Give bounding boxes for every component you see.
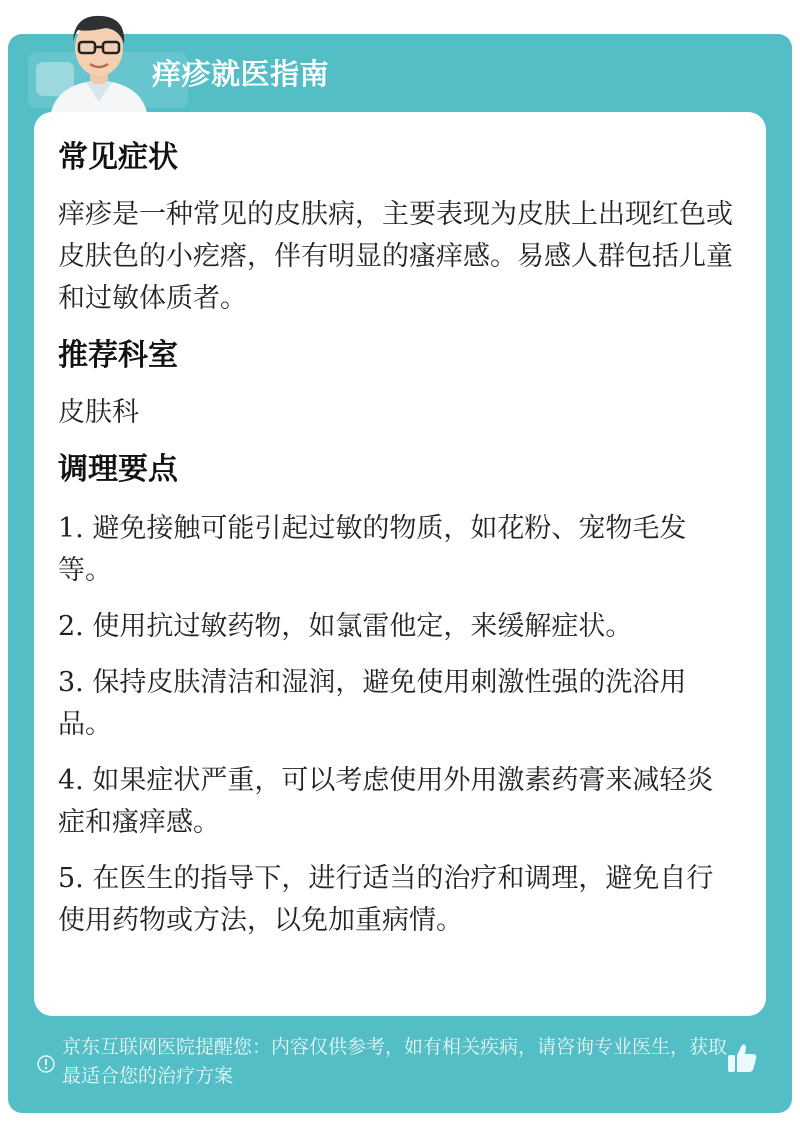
care-heading: 调理要点 bbox=[58, 452, 178, 487]
page-title: 痒疹就医指南 bbox=[152, 57, 330, 91]
doctor-avatar-icon bbox=[40, 6, 158, 118]
info-icon bbox=[36, 1054, 56, 1074]
care-item-2: 2. 使用抗过敏药物，如氯雷他定，来缓解症状。 bbox=[58, 611, 633, 642]
content-card bbox=[34, 112, 766, 1016]
department-heading: 推荐科室 bbox=[58, 338, 178, 373]
thumbs-up-icon[interactable] bbox=[724, 1040, 760, 1076]
care-item-3: 3. 保持皮肤清洁和湿润，避免使用刺激性强的洗浴用品。 bbox=[58, 667, 687, 740]
care-item-1: 1. 避免接触可能引起过敏的物质，如花粉、宠物毛发等。 bbox=[58, 513, 687, 586]
care-item-5: 5. 在医生的指导下，进行适当的治疗和调理，避免自行使用药物或方法，以免加重病情。 bbox=[58, 863, 714, 936]
disclaimer-text: 京东互联网医院提醒您：内容仅供参考，如有相关疾病，请咨询专业医生，获取最适合您的治疗方案 bbox=[62, 1036, 728, 1087]
care-item-4: 4. 如果症状严重，可以考虑使用外用激素药膏来减轻炎症和瘙痒感。 bbox=[58, 765, 714, 838]
symptoms-heading: 常见症状 bbox=[58, 140, 178, 175]
symptoms-text: 痒疹是一种常见的皮肤病，主要表现为皮肤上出现红色或皮肤色的小疙瘩，伴有明显的瘙痒感。易感人群包括儿童和过敏体质者。 bbox=[58, 199, 733, 314]
department-text: 皮肤科 bbox=[58, 397, 139, 428]
card-content bbox=[58, 134, 734, 942]
